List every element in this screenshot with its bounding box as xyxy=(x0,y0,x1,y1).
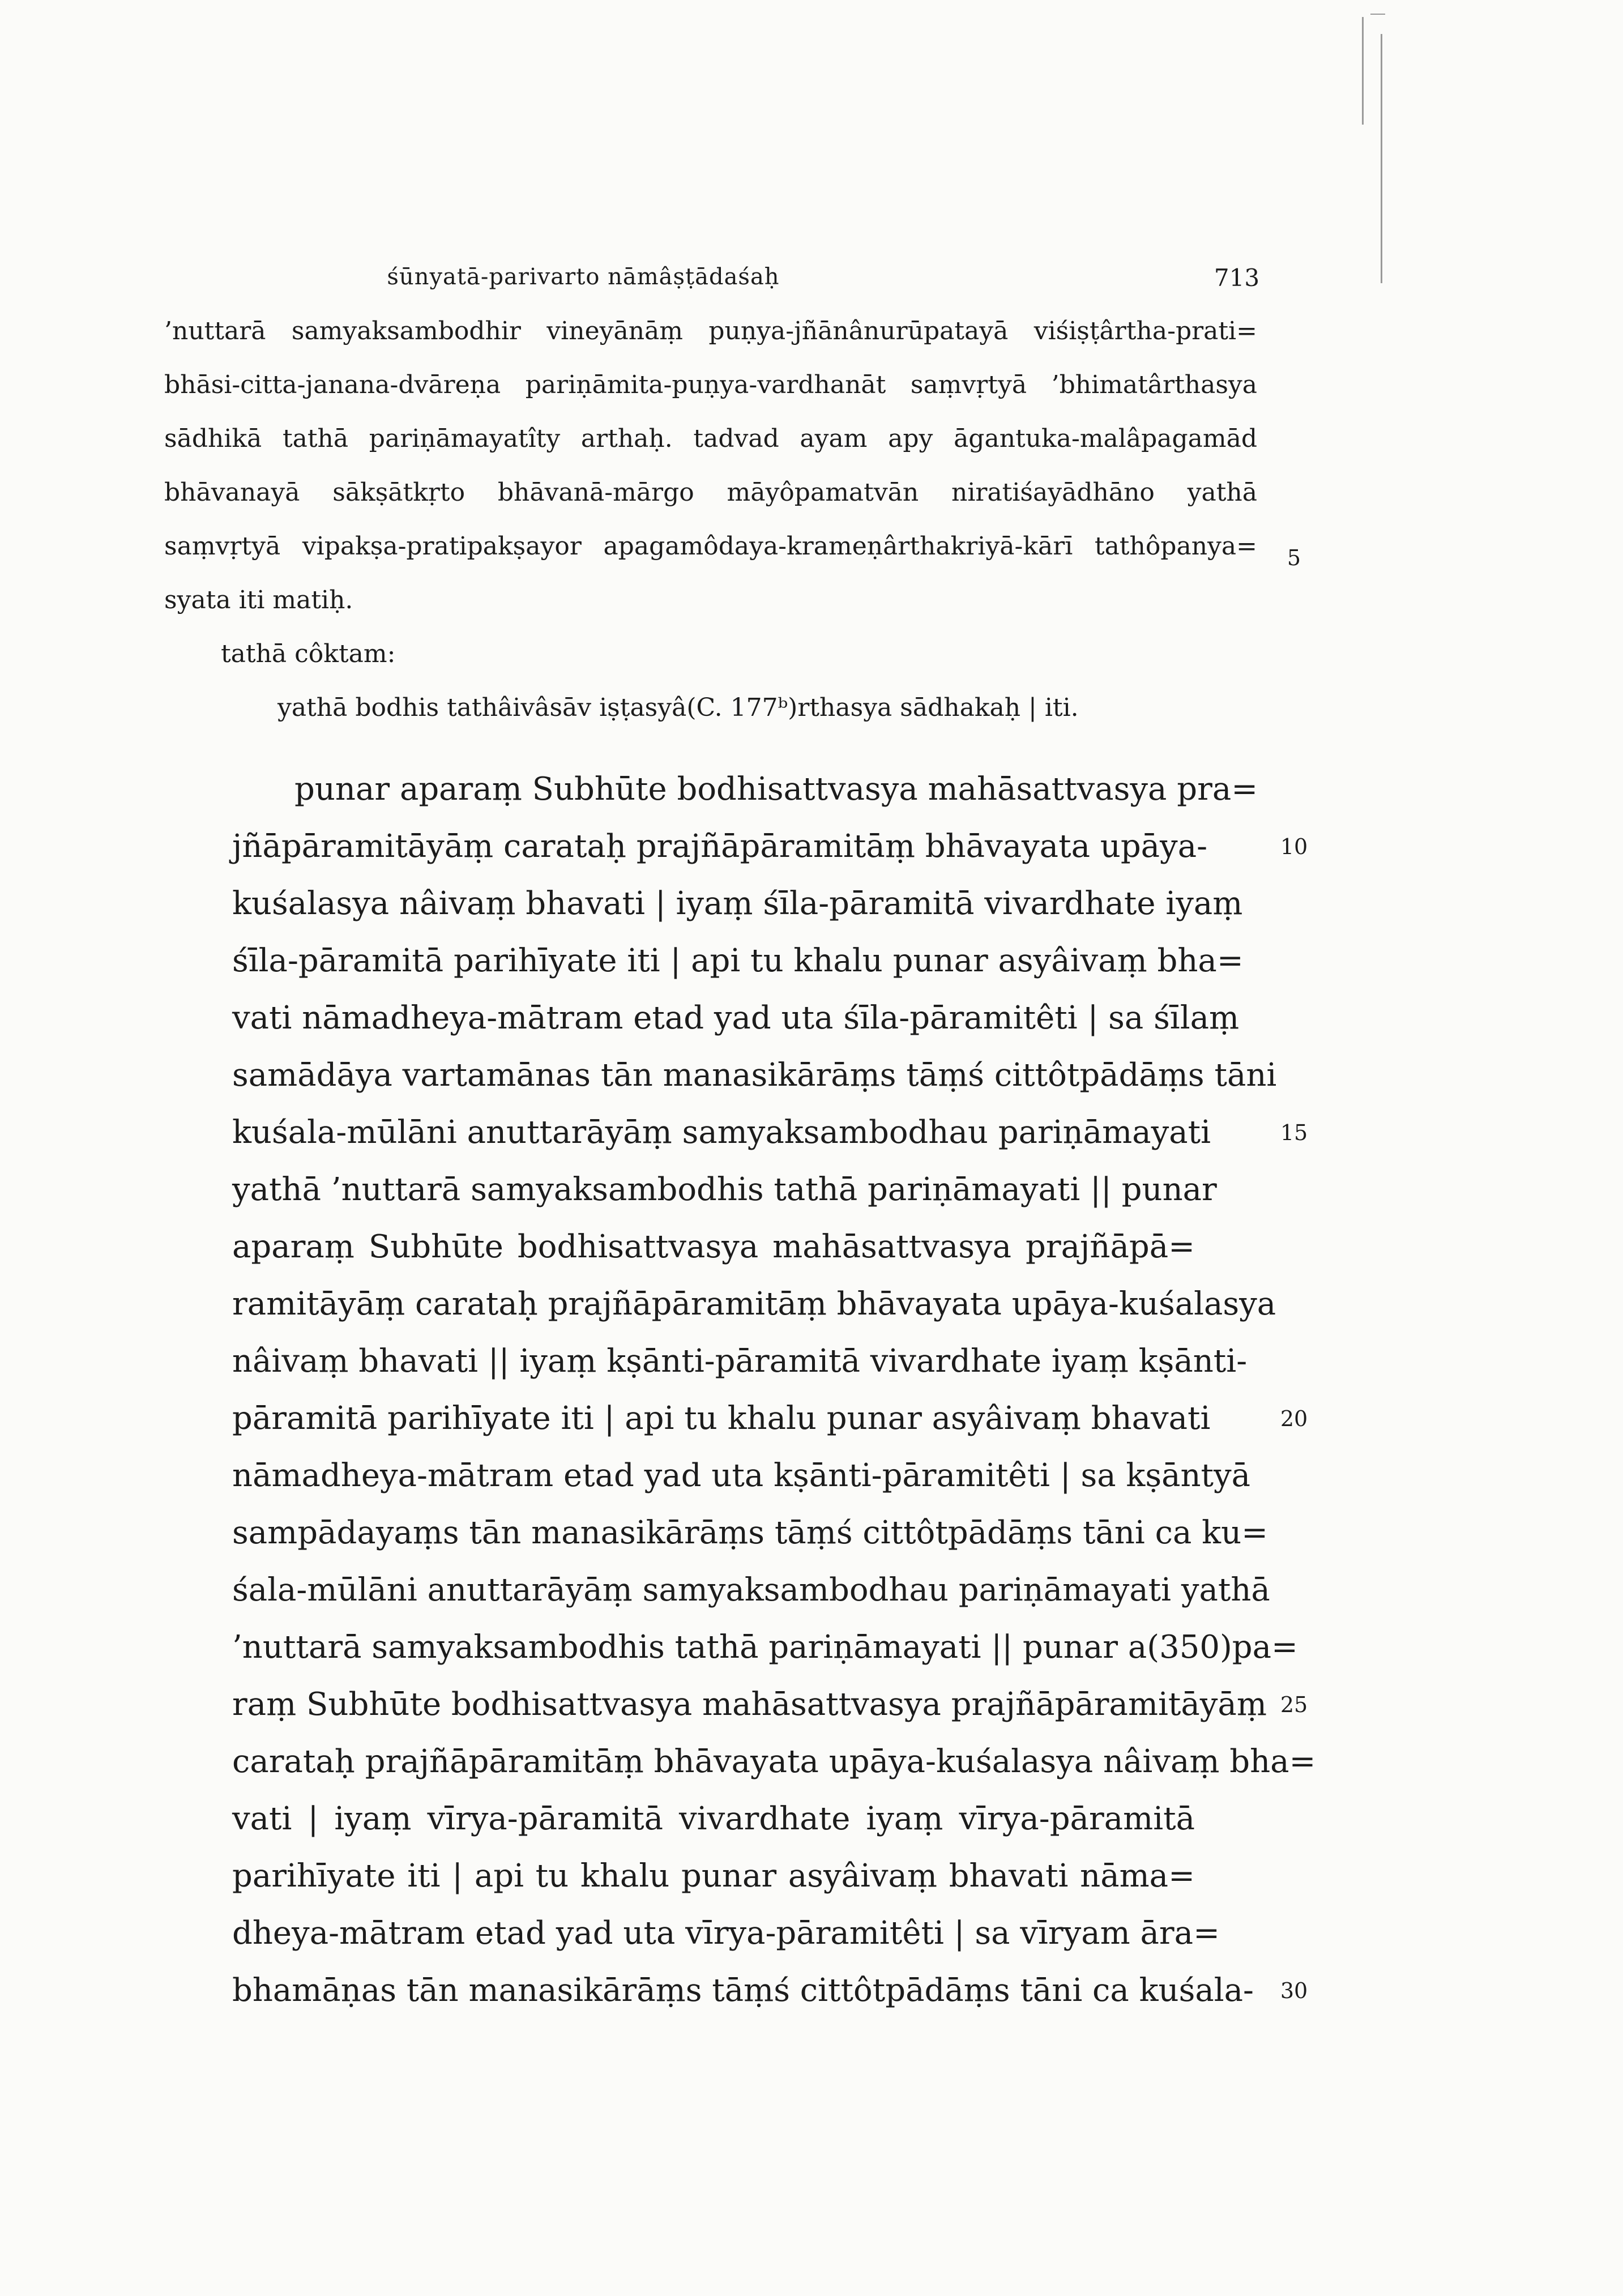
commentary-line: bhāvanayā sākṣātkṛto bhāvanā-mārgo māyôpamatvān niratiśayādhāno yathā xyxy=(164,478,1257,507)
main-text-line: vati | iyaṃ vīrya-pāramitā vivardhate iyaṃ vīrya-pāramitā xyxy=(232,1800,1195,1837)
main-text-line: kuśalasya nâivaṃ bhavati | iyaṃ śīla-pāramitā vivardhate iyaṃ xyxy=(232,885,1243,922)
running-title: śūnyatā-parivarto nāmâṣṭādaśaḥ xyxy=(387,264,780,290)
main-text-line: samādāya vartamānas tān manasikārāṃs tāṃś cittôtpādāṃs tāni xyxy=(232,1057,1277,1094)
line-number: 5 xyxy=(1287,545,1301,570)
main-text-line: bhamāṇas tān manasikārāṃs tāṃś cittôtpādāṃs tāni ca kuśala- xyxy=(232,1972,1254,2009)
main-text-line: dheya-mātram etad yad uta vīrya-pāramitêti | sa vīryam āra= xyxy=(232,1915,1220,1952)
main-text-line: yathā ’nuttarā samyaksambodhis tathā pariṇāmayati || punar xyxy=(232,1171,1217,1208)
line-number: 25 xyxy=(1280,1692,1308,1717)
scan-edge-mark xyxy=(1370,14,1385,15)
main-text-line: vati nāmadheya-mātram etad yad uta śīla-pāramitêti | sa śīlaṃ xyxy=(232,1000,1240,1036)
main-text-line: raṃ Subhūte bodhisattvasya mahāsattvasya prajñāpāramitāyāṃ xyxy=(232,1686,1267,1723)
main-text-line: nâivaṃ bhavati || iyaṃ kṣānti-pāramitā vivardhate iyaṃ kṣānti- xyxy=(232,1343,1248,1380)
commentary-line: ’nuttarā samyaksambodhir vineyānāṃ puṇya-jñānânurūpatayā viśiṣṭârtha-prati= xyxy=(164,317,1257,345)
main-text-line: aparaṃ Subhūte bodhisattvasya mahāsattvasya prajñāpā= xyxy=(232,1228,1195,1265)
commentary-line: syata iti matiḥ. xyxy=(164,586,353,614)
commentary-line: sādhikā tathā pariṇāmayatîty arthaḥ. tadvad ayam apy āgantuka-malâpagamād xyxy=(164,424,1257,453)
main-text-line: śala-mūlāni anuttarāyāṃ samyaksambodhau pariṇāmayati yathā xyxy=(232,1572,1270,1608)
main-text-line: śīla-pāramitā parihīyate iti | api tu khalu punar asyâivaṃ bha= xyxy=(232,942,1244,979)
main-text-line: punar aparaṃ Subhūte bodhisattvasya mahāsattvasya pra= xyxy=(294,771,1258,808)
line-number: 10 xyxy=(1280,834,1308,859)
verse-line: yathā bodhis tathâivâsāv iṣṭasyâ(C. 177ᵇ)rthasya sādhakaḥ | iti. xyxy=(277,693,1079,722)
line-number: 20 xyxy=(1280,1406,1308,1431)
running-head xyxy=(0,264,1623,298)
main-text-line: parihīyate iti | api tu khalu punar asyâivaṃ bhavati nāma= xyxy=(232,1858,1195,1894)
scan-edge-mark xyxy=(1381,34,1382,283)
main-text-line: ramitāyāṃ carataḥ prajñāpāramitāṃ bhāvayata upāya-kuśalasya xyxy=(232,1286,1276,1322)
main-text-line: pāramitā parihīyate iti | api tu khalu punar asyâivaṃ bhavati xyxy=(232,1400,1211,1437)
line-number: 15 xyxy=(1280,1120,1308,1145)
line-number: 30 xyxy=(1280,1978,1308,2003)
quote-intro: tathā côktam: xyxy=(221,639,396,668)
main-text-line: carataḥ prajñāpāramitāṃ bhāvayata upāya-kuśalasya nâivaṃ bha= xyxy=(232,1743,1316,1780)
commentary-line: saṃvṛtyā vipakṣa-pratipakṣayor apagamôdaya-krameṇârthakriyā-kārī tathôpanya= xyxy=(164,532,1257,561)
main-text-line: nāmadheya-mātram etad yad uta kṣānti-pāramitêti | sa kṣāntyā xyxy=(232,1457,1251,1494)
main-text-line: jñāpāramitāyāṃ carataḥ prajñāpāramitāṃ bhāvayata upāya- xyxy=(232,828,1207,865)
main-text-line: ’nuttarā samyaksambodhis tathā pariṇāmayati || punar a(350)pa= xyxy=(232,1629,1298,1666)
main-text-line: sampādayaṃs tān manasikārāṃs tāṃś cittôtpādāṃs tāni ca ku= xyxy=(232,1514,1268,1551)
scan-edge-mark xyxy=(1362,17,1364,125)
main-text-line: kuśala-mūlāni anuttarāyāṃ samyaksambodhau pariṇāmayati xyxy=(232,1114,1211,1151)
page-number: 713 xyxy=(1214,264,1260,292)
commentary-line: bhāsi-citta-janana-dvāreṇa pariṇāmita-puṇya-vardhanāt saṃvṛtyā ’bhimatârthasya xyxy=(164,370,1257,399)
